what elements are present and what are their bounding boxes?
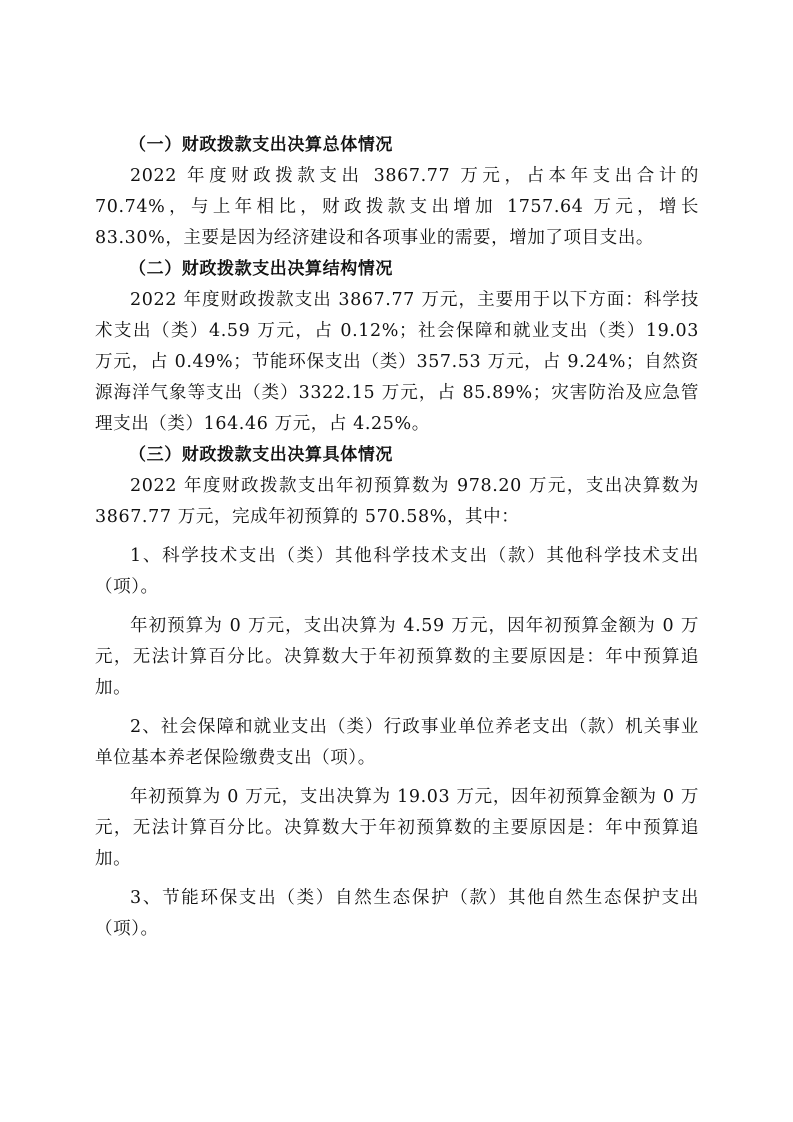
document-body	[95, 130, 699, 945]
section-heading-3: （三）财政拨款支出决算具体情况	[129, 445, 393, 465]
paragraph: 2022 年度财政拨款支出 3867.77 万元，占本年支出合计的 70.74%，与上年相比，财政拨款支出增加 1757.64 万元，增长 83.30%，主要是因为经济建设和各项事业的需要，增加了项目支出。	[95, 166, 699, 248]
paragraph: 2022 年度财政拨款支出年初预算数为 978.20 万元，支出决算数为 3867.77 万元，完成年初预算的 570.58%，其中：	[95, 476, 699, 527]
section-heading-1: （一）财政拨款支出决算总体情况	[129, 135, 393, 155]
paragraph: 2022 年度财政拨款支出 3867.77 万元，主要用于以下方面：科学技术支出（类）4.59 万元，占 0.12%；社会保障和就业支出（类）19.03 万元，占 0.49%；节能环保支出（类）357.53 万元，占 9.24%；自然资源海洋气象等支出（类）3322.15 万元，占 85.89%；灾害防治及应急管理支出（类）164.46 万元，占 4.25%。	[95, 290, 699, 434]
list-item: 2、社会保障和就业支出（类）行政事业单位养老支出（款）机关事业单位基本养老保险缴费支出（项）。	[95, 717, 699, 768]
list-item: 1、科学技术支出（类）其他科学技术支出（款）其他科学技术支出（项）。	[95, 546, 699, 597]
paragraph: 年初预算为 0 万元，支出决算为 4.59 万元，因年初预算金额为 0 万元，无法计算百分比。决算数大于年初预算数的主要原因是：年中预算追加。	[95, 616, 699, 698]
section-heading-2: （二）财政拨款支出决算结构情况	[129, 259, 393, 279]
paragraph: 年初预算为 0 万元，支出决算为 19.03 万元，因年初预算金额为 0 万元，无法计算百分比。决算数大于年初预算数的主要原因是：年中预算追加。	[95, 787, 699, 869]
list-item: 3、节能环保支出（类）自然生态保护（款）其他自然生态保护支出（项）。	[95, 888, 699, 939]
